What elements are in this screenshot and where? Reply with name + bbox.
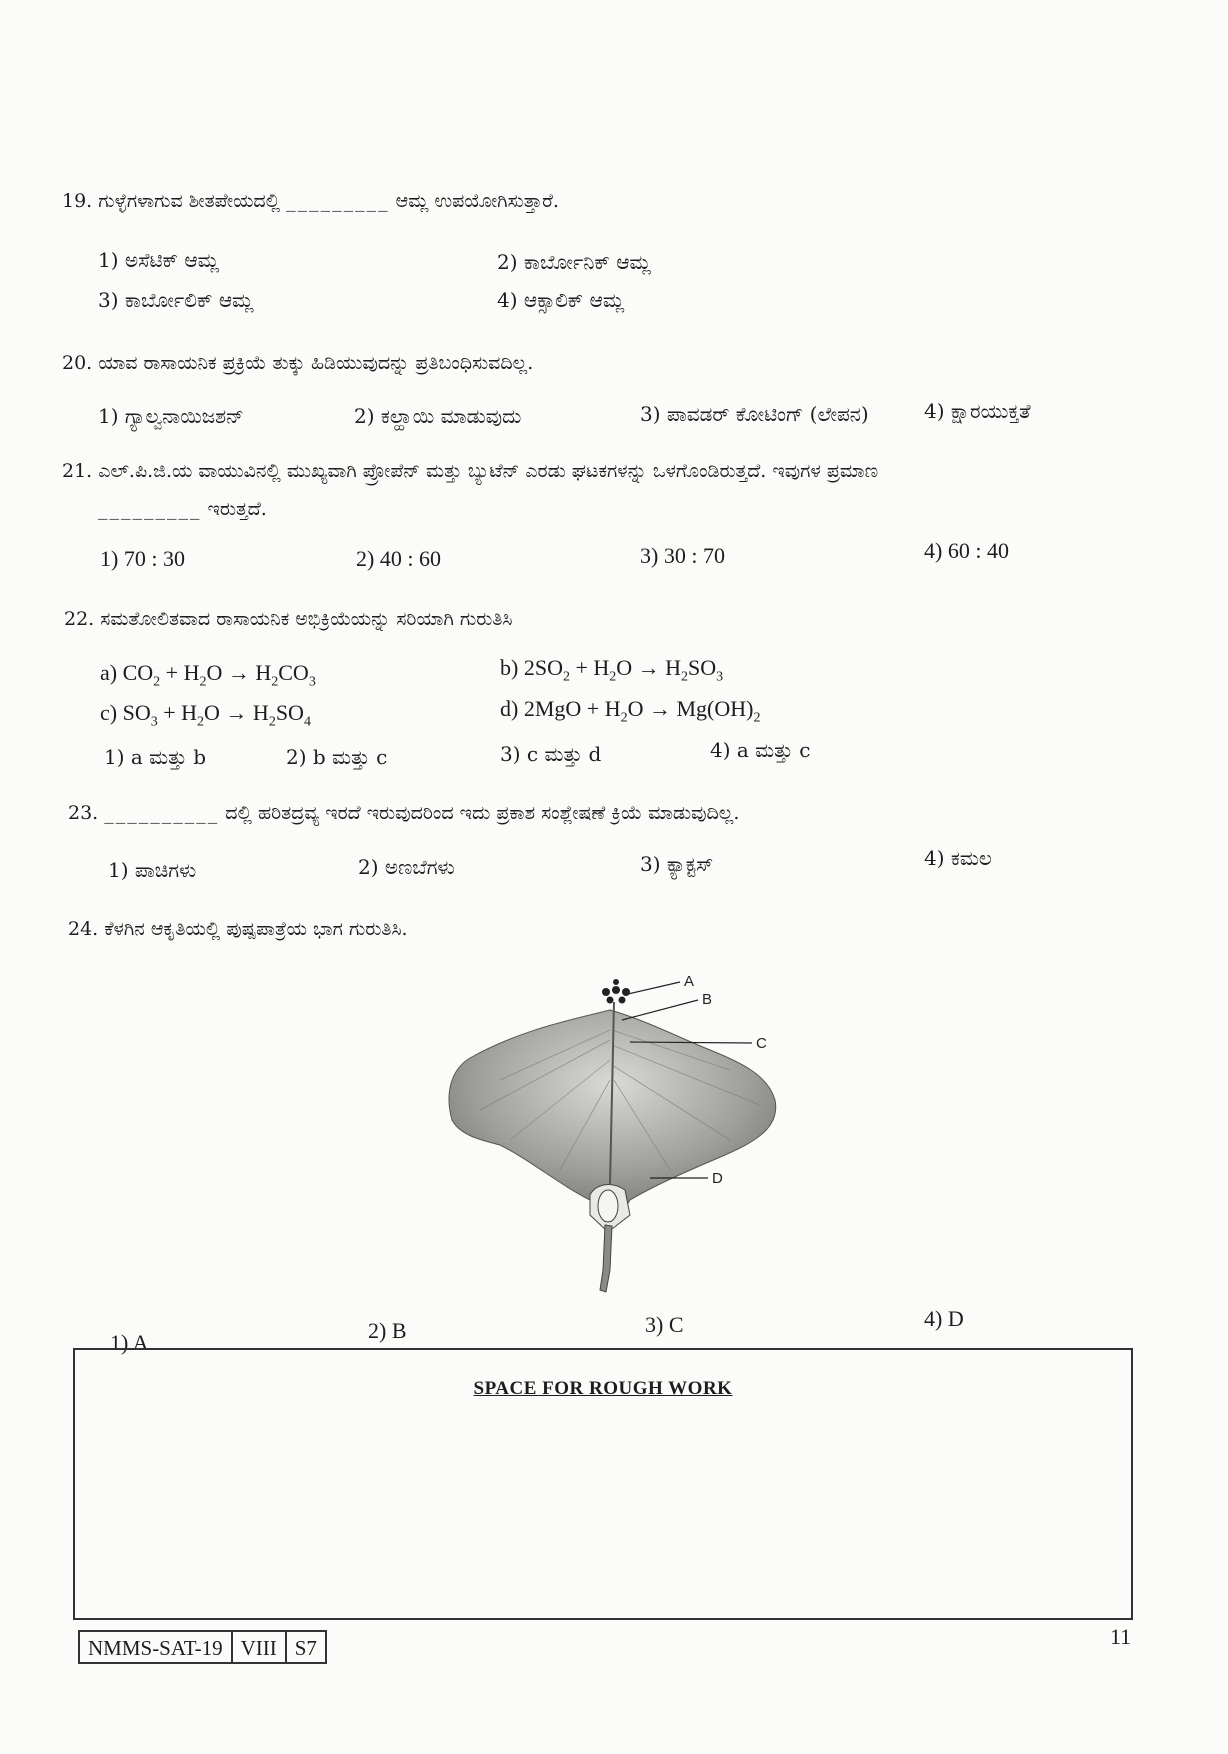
q22-option-4[interactable]: 4) a ಮತ್ತು c (710, 738, 811, 762)
q19-option-3[interactable]: 3) ಕಾರ್ಬೋಲಿಕ್ ಆಮ್ಲ (98, 288, 254, 312)
question-22-stem: 22. ಸಮತೋಲಿತವಾದ ರಾಸಾಯನಿಕ ಅಭಿಕ್ರಿಯೆಯನ್ನು ಸರಿಯಾಗಿ ಗುರುತಿಸಿ (64, 608, 513, 630)
q22-option-3[interactable]: 3) c ಮತ್ತು d (500, 742, 602, 766)
reaction-c: c) $SO_3 + H_2O \to H_2SO_4$ (100, 700, 311, 730)
question-24-stem: 24. ಕೆಳಗಿನ ಆಕೃತಿಯಲ್ಲಿ ಪುಷ್ಪಪಾತ್ರೆಯ ಭಾಗ ಗುರುತಿಸಿ. (68, 918, 408, 940)
rough-work-box (73, 1348, 1133, 1620)
reaction-d: d) $2MgO + H_2O \to Mg(OH)_2$ (500, 696, 761, 726)
question-20-stem: 20. ಯಾವ ರಾಸಾಯನಿಕ ಪ್ರಕ್ರಿಯೆ ತುಕ್ಕು ಹಿಡಿಯುವುದನ್ನು ಪ್ರತಿಬಂಧಿಸುವದಿಲ್ಲ. (62, 352, 534, 374)
q22-option-2[interactable]: 2) b ಮತ್ತು c (286, 745, 388, 769)
q20-option-3[interactable]: 3) ಪಾವಡರ್ ಕೋಟಿಂಗ್ (ಲೇಪನ) (640, 402, 869, 426)
q20-option-1[interactable]: 1) ಗ್ಯಾಲ್ವನಾಯಿಜಶನ್ (98, 404, 244, 428)
q24-option-1[interactable]: 1) A (110, 1330, 149, 1355)
question-19-stem: 19. ಗುಳ್ಳೆಗಳಾಗುವ ಶೀತಪೇಯದಲ್ಲಿ _________ ಆಮ್ಲ ಉಪಯೋಗಿಸುತ್ತಾರೆ. (62, 190, 559, 212)
q23-option-1[interactable]: 1) ಪಾಚಿಗಳು (108, 858, 197, 882)
set-code: S7 (294, 1636, 317, 1660)
figure-label-d: D (712, 1170, 723, 1187)
q21-option-2[interactable]: 2) 40 : 60 (356, 546, 441, 571)
q21-option-3[interactable]: 3) 30 : 70 (640, 543, 725, 568)
page-number: 11 (1110, 1624, 1132, 1649)
rough-work-title: SPACE FOR ROUGH WORK (473, 1378, 733, 1399)
q19-option-4[interactable]: 4) ಆಕ್ಸಾಲಿಕ್ ಆಮ್ಲ (497, 288, 625, 312)
figure-label-c: C (756, 1035, 767, 1052)
paper-code: NMMS-SAT-19 (80, 1632, 233, 1662)
footer-code-box (78, 1630, 327, 1664)
q23-option-2[interactable]: 2) ಅಣಬೆಗಳು (358, 855, 455, 879)
q22-option-1[interactable]: 1) a ಮತ್ತು b (104, 745, 207, 769)
reaction-b: b) $2SO_2 + H_2O \to H_2SO_3$ (500, 655, 724, 685)
q21-option-4[interactable]: 4) 60 : 40 (924, 538, 1009, 563)
stigma-dots (602, 979, 630, 1004)
figure-label-a: A (684, 973, 695, 990)
question-21-stem-line1: 21. ಎಲ್.ಪಿ.ಜಿ.ಯ ವಾಯುವಿನಲ್ಲಿ ಮುಖ್ಯವಾಗಿ ಪ್ರೋಪೆನ್ ಮತ್ತು ಬ್ಯುಟೆನ್ ಎರಡು ಘಟಕಗಳನ್ನು ಒಳಗೊಂಡಿರುತ್ತದೆ. ಇವುಗಳ ಪ್ರಮಾಣ (62, 460, 879, 482)
q19-option-2[interactable]: 2) ಕಾರ್ಬೋನಿಕ್ ಆಮ್ಲ (497, 250, 651, 274)
q20-option-4[interactable]: 4) ಕ್ಷಾರಯುಕ್ತತೆ (924, 399, 1031, 423)
q23-option-3[interactable]: 3) ಕ್ಯಾಕ್ಟಸ್ (640, 852, 714, 876)
q24-option-4[interactable]: 4) D (924, 1306, 964, 1331)
q21-option-1[interactable]: 1) 70 : 30 (100, 546, 185, 571)
reaction-a: a) $CO_2 + H_2O \to H_2CO_3$ (100, 660, 316, 690)
class-code: VIII (233, 1632, 287, 1662)
question-21-stem-line2: _________ ಇರುತ್ತದೆ. (98, 498, 267, 520)
q19-option-1[interactable]: 1) ಅಸೆಟಿಕ್ ಆಮ್ಲ (98, 248, 219, 272)
q23-option-4[interactable]: 4) ಕಮಲ (924, 846, 992, 870)
question-23-stem: 23. __________ ದಲ್ಲಿ ಹರಿತದ್ರವ್ಯ ಇರದೆ ಇರುವುದರಿಂದ ಇದು ಪ್ರಕಾಶ ಸಂಶ್ಲೇಷಣೆ ಕ್ರಿಯೆ ಮಾಡುವುದಿಲ್ಲ. (68, 802, 740, 824)
q24-option-2[interactable]: 2) B (368, 1318, 407, 1343)
q24-option-3[interactable]: 3) C (645, 1312, 684, 1337)
pedicel-shape (600, 1225, 612, 1292)
figure-label-b: B (702, 991, 713, 1008)
ovary-shape (598, 1190, 618, 1222)
flower-diagram (440, 970, 800, 1300)
q20-option-2[interactable]: 2) ಕಲ್ಹಾಯಿ ಮಾಡುವುದು (354, 404, 522, 428)
